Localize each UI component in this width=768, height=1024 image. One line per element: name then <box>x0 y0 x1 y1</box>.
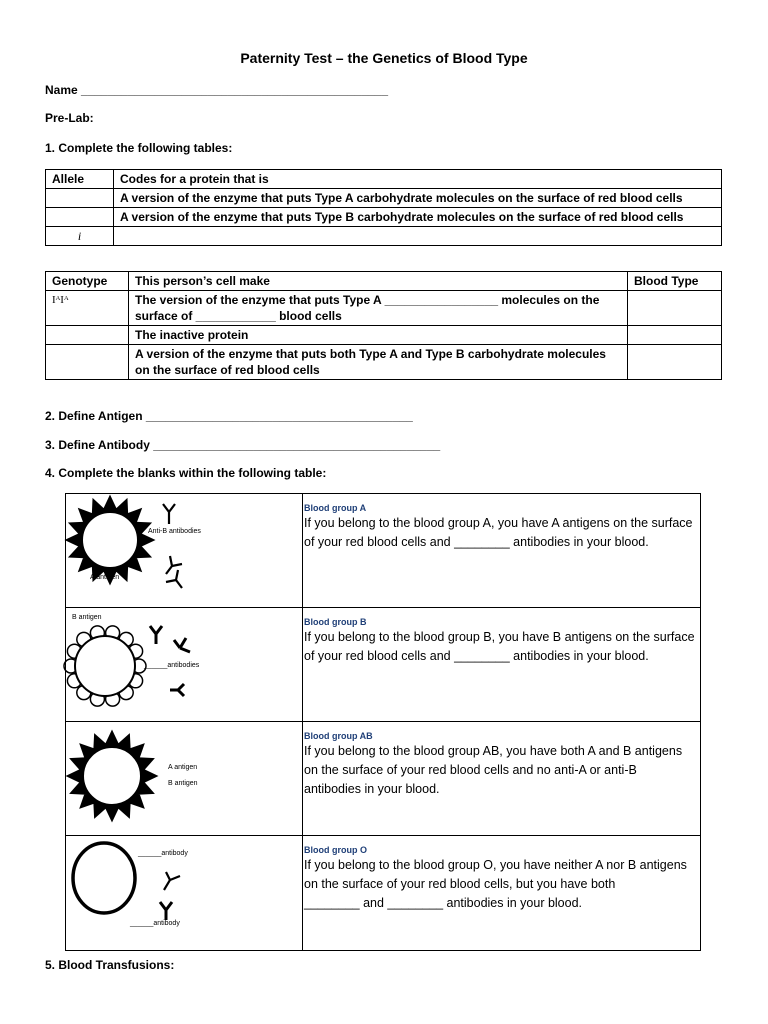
blood-group-table <box>65 493 701 951</box>
table-cell <box>628 326 722 345</box>
table-cell <box>46 326 129 345</box>
table-cell: A version of the enzyme that puts both Type A and Type B carbohydrate molecules on the surface of red blood cells <box>129 345 628 380</box>
table-header: Codes for a protein that is <box>114 170 722 189</box>
blood-group-text: If you belong to the blood group O, you have neither A nor B antigens on the surface of your red blood cells, but you have both <box>304 858 687 891</box>
table-row <box>66 608 701 722</box>
table-row <box>66 494 701 608</box>
diagram-label: ______antibody <box>138 850 188 857</box>
table-header: Allele <box>46 170 114 189</box>
page-title: Paternity Test – the Genetics of Blood Type <box>240 50 528 66</box>
blood-group-heading: Blood group B <box>304 617 367 627</box>
table-cell: The inactive protein <box>129 326 628 345</box>
diagram-label: Anti-B antibodies <box>148 528 201 535</box>
question-1: 1. Complete the following tables: <box>45 141 233 155</box>
table-cell <box>46 208 114 227</box>
blood-cell-illustration <box>66 836 303 951</box>
table-row <box>66 722 701 836</box>
table-row <box>66 836 701 951</box>
blood-group-description <box>303 494 701 608</box>
blood-group-text: If you belong to the blood group A, you have A antigens on the surface of your red blood cells and ________ antibodies in your blood. <box>304 516 693 549</box>
diagram-label: ______antibodies <box>144 662 200 669</box>
table-header: Blood Type <box>628 272 722 291</box>
blood-group-description <box>303 608 701 722</box>
question-2: 2. Define Antigen ________________________________________ <box>45 409 413 423</box>
blood-group-heading: Blood group AB <box>304 731 373 741</box>
allele-table <box>45 169 722 246</box>
question-5: 5. Blood Transfusions: <box>45 958 175 972</box>
red-cell-a-antigen-icon <box>66 494 302 607</box>
blood-group-description <box>303 836 701 951</box>
prelab-heading: Pre-Lab: <box>45 111 94 125</box>
table-cell <box>46 189 114 208</box>
table-header: This person’s cell make <box>129 272 628 291</box>
table-cell: A version of the enzyme that puts Type B carbohydrate molecules on the surface of red blood cells <box>114 208 722 227</box>
blood-group-heading: Blood group A <box>304 503 367 513</box>
blood-cell-illustration <box>66 608 303 722</box>
diagram-label: A antigen <box>168 764 198 771</box>
table-cell <box>628 345 722 380</box>
diagram-label: A antigen <box>90 574 120 581</box>
blood-cell-illustration <box>66 494 303 608</box>
blood-group-text: If you belong to the blood group AB, you have both A and B antigens on the surface of your red blood cells and no anti-A or anti-B antibodies in your blood. <box>304 744 683 796</box>
question-3: 3. Define Antibody ___________________________________________ <box>45 438 441 452</box>
blood-group-text: If you belong to the blood group B, you have B antigens on the surface of your red blood cells and ________ antibodies in your blood. <box>304 630 695 663</box>
table-cell <box>46 345 129 380</box>
diagram-label: B antigen <box>168 780 198 787</box>
table-cell: A version of the enzyme that puts Type A carbohydrate molecules on the surface of red blood cells <box>114 189 722 208</box>
blood-group-text: ________ and ________ antibodies in your blood. <box>304 896 583 910</box>
red-cell-ab-antigen-icon <box>66 722 302 835</box>
table-header: Genotype <box>46 272 129 291</box>
genotype-table <box>45 271 722 380</box>
diagram-label: B antigen <box>72 614 102 621</box>
blood-group-heading: Blood group O <box>304 845 367 855</box>
table-cell: The version of the enzyme that puts Type A _________________ molecules on the surface of ____________ blood cells <box>129 291 628 326</box>
question-4: 4. Complete the blanks within the following table: <box>45 466 327 480</box>
name-line: Name ______________________________________________ <box>45 83 389 97</box>
table-cell <box>114 227 722 246</box>
table-cell <box>628 291 722 326</box>
diagram-label: ______antibody <box>130 920 180 927</box>
table-cell: i <box>46 227 114 246</box>
blood-group-description <box>303 722 701 836</box>
table-cell: IᴬIᴬ <box>46 291 129 326</box>
blood-cell-illustration <box>66 722 303 836</box>
